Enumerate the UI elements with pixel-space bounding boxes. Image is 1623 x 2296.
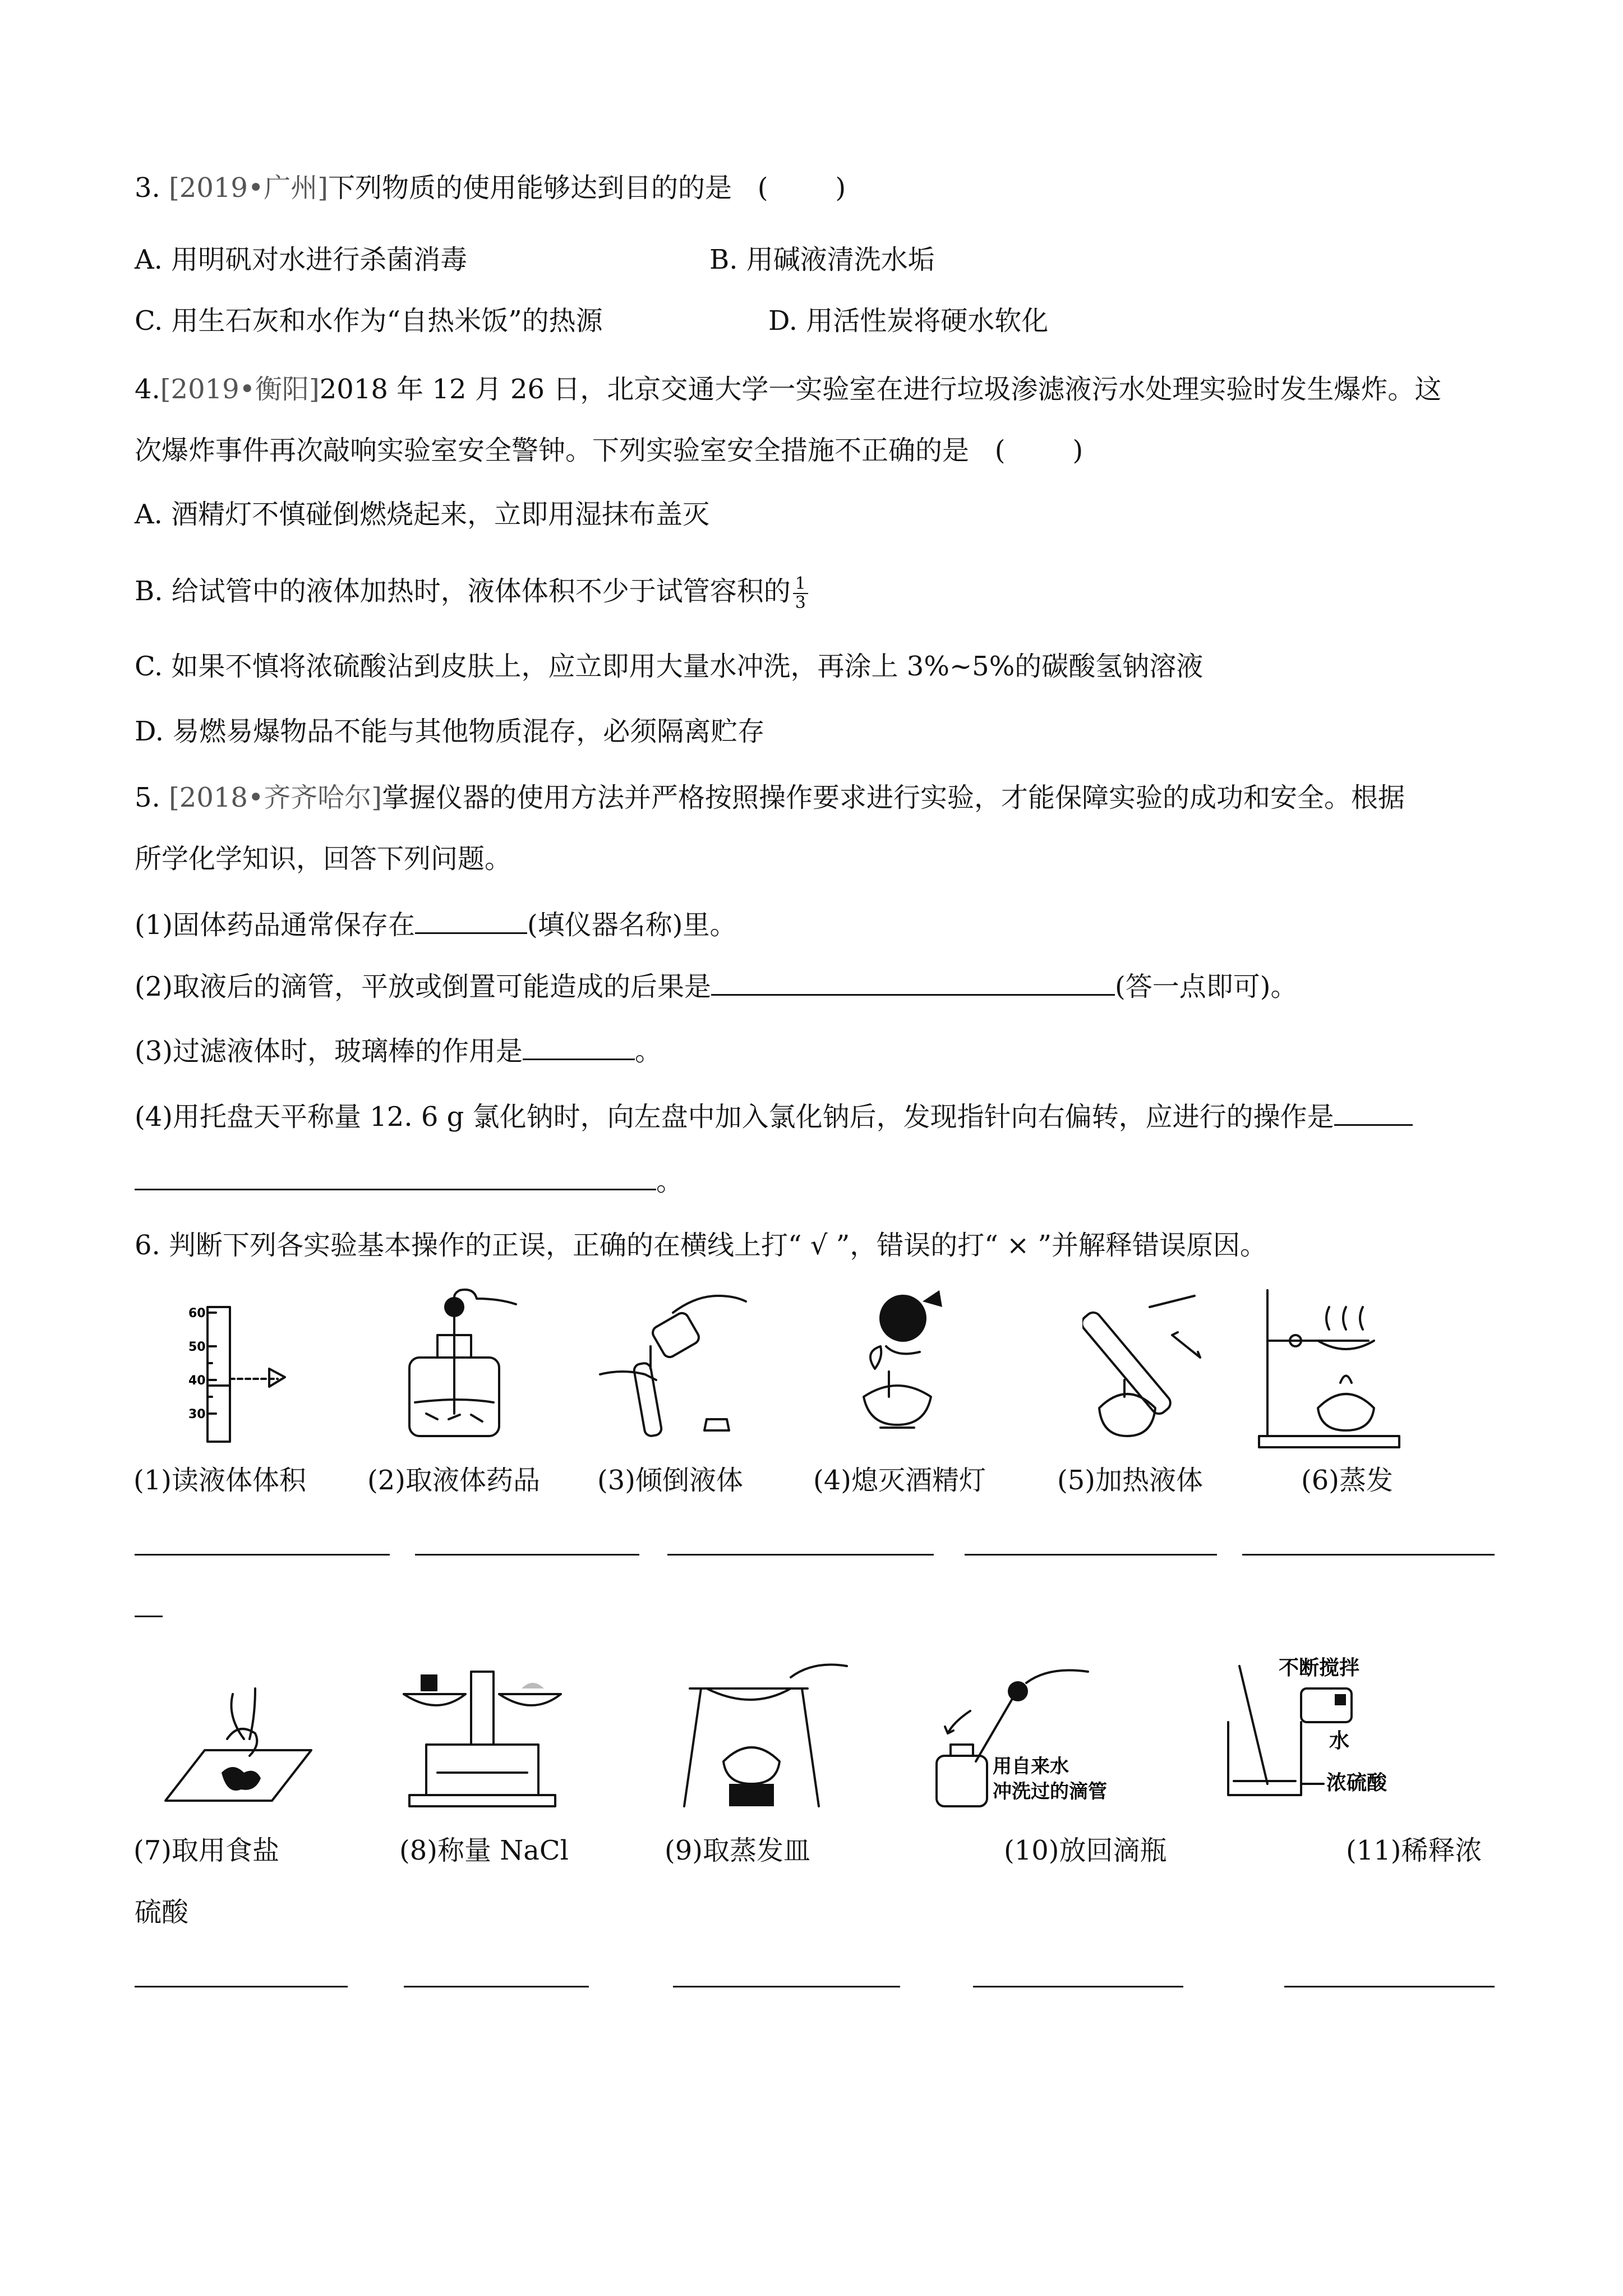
q5-number: 5. — [135, 782, 160, 813]
q3-option-d: D. 用活性炭将硬水软化 — [768, 305, 1049, 337]
q4-stem-line1 — [135, 372, 1441, 406]
q4-option-b — [135, 574, 808, 612]
fig10-label-1: 用自来水 — [993, 1755, 1069, 1778]
q3-option-a: A. 用明矾对水进行杀菌消毒 — [135, 244, 468, 275]
q6-stem: 6. 判断下列各实验基本操作的正误，正确的在横线上打“ √ ”，错误的打“ × ”并解释错误原因。 — [135, 1230, 1267, 1261]
angle-arrow-icon — [1172, 1332, 1200, 1358]
q5-part1-suffix: (填仪器名称)里。 — [527, 909, 737, 941]
answer-line-3[interactable] — [667, 1554, 934, 1556]
q4-answer-paren-close: ) — [1072, 435, 1083, 466]
answer-line-7[interactable] — [135, 1986, 348, 1987]
q4-option-d: D. 易燃易爆物品不能与其他物质混存，必须隔离贮存 — [135, 716, 765, 747]
caption-2: (2)取液体药品 — [367, 1465, 540, 1496]
caption-7: (7)取用食盐 — [133, 1835, 279, 1866]
answer-line-8[interactable] — [404, 1986, 589, 1987]
caption-5: (5)加热液体 — [1057, 1465, 1203, 1496]
figure-blow-lamp — [830, 1285, 970, 1447]
q5-stem-line2: 所学化学知识，回答下列问题。 — [135, 843, 512, 875]
q4-option-c: C. 如果不慎将浓硫酸沾到皮肤上，应立即用大量水冲洗，再涂上 3%~5%的碳酸氢钠溶液 — [135, 651, 1204, 682]
figure-evaporate — [1256, 1285, 1408, 1453]
q3-stem — [135, 171, 846, 205]
q5-part4-text: (4)用托盘天平称量 12. 6 g 氯化钠时，向左盘中加入氯化钠后，发现指针向右偏转，应进行的操作是 — [135, 1101, 1334, 1133]
q4-stem-text2: 次爆炸事件再次敲响实验室安全警钟。下列实验室安全措施不正确的是 — [135, 435, 970, 466]
tick-60: 60 — [188, 1306, 206, 1320]
figure-take-salt — [160, 1683, 317, 1812]
return-arrow-icon — [945, 1711, 970, 1733]
q4-answer-paren-open: ( — [994, 435, 1006, 466]
q5-stem-text1: 掌握仪器的使用方法并严格按照操作要求进行实验，才能保障实验的成功和安全。根据 — [382, 782, 1405, 813]
q5-part4-blank-start[interactable] — [1334, 1099, 1413, 1126]
q3-answer-paren-close: ) — [835, 172, 846, 204]
answer-line-10[interactable] — [973, 1986, 1183, 1987]
cylinder-scale-marks — [208, 1313, 216, 1414]
caption-3: (3)倾倒液体 — [597, 1465, 743, 1496]
fraction-denominator: 3 — [795, 592, 806, 613]
caption-10: (10)放回滴瓶 — [1004, 1835, 1167, 1866]
answer-line-1[interactable] — [135, 1554, 390, 1556]
q3-answer-paren-open: ( — [757, 172, 768, 204]
fig11-label-water: 水 — [1329, 1729, 1350, 1752]
figure-dropper-bottle — [393, 1285, 533, 1447]
figure-balance — [393, 1660, 572, 1812]
figure-read-cylinder — [185, 1301, 308, 1447]
q4-stem-text1: 2018 年 12 月 26 日，北京交通大学一实验室在进行垃圾渗滤液污水处理实验时发生爆炸。这 — [319, 374, 1442, 405]
q5-part2-suffix: (答一点即可)。 — [1115, 971, 1298, 1002]
q5-source: [2018•齐齐哈尔] — [169, 782, 382, 813]
answer-line-4[interactable] — [965, 1554, 1217, 1556]
q5-part2-text: (2)取液后的滴管，平放或倒置可能造成的后果是 — [135, 971, 711, 1002]
caption-1: (1)读液体体积 — [133, 1465, 306, 1496]
q5-part2-blank[interactable] — [711, 969, 1115, 996]
q5-part1-blank[interactable] — [415, 908, 527, 934]
q4-number: 4. — [135, 374, 160, 405]
q5-part4 — [135, 1099, 1413, 1134]
q5-part4-cont — [135, 1164, 683, 1198]
q4-option-b-text: B. 给试管中的液体加热时，液体体积不少于试管容积的 — [135, 576, 791, 607]
q3-number: 3. — [135, 172, 160, 204]
caption-11-wrap: 硫酸 — [135, 1897, 189, 1928]
q5-part2 — [135, 969, 1297, 1004]
q3-stem-text: 下列物质的使用能够达到目的的是 — [328, 172, 732, 204]
q5-part3 — [135, 1034, 662, 1068]
q5-stem-line1 — [135, 781, 1405, 815]
tick-50: 50 — [188, 1340, 206, 1354]
answer-line-5[interactable] — [1242, 1554, 1495, 1556]
q4-option-a: A. 酒精灯不慎碰倒燃烧起来，立即用湿抹布盖灭 — [135, 499, 710, 530]
q3-source: [2019•广州] — [169, 172, 328, 204]
q5-part4-blank[interactable] — [135, 1164, 656, 1190]
figure-heat-liquid — [1082, 1285, 1245, 1447]
q5-part3-blank[interactable] — [523, 1034, 635, 1060]
answer-line-2[interactable] — [415, 1554, 639, 1556]
figure-dilute-acid — [1223, 1649, 1424, 1818]
q5-part1-text: (1)固体药品通常保存在 — [135, 909, 415, 941]
q3-option-b: B. 用碱液清洗水垢 — [709, 244, 935, 275]
fig11-label-stir: 不断搅拌 — [1279, 1657, 1360, 1680]
tick-30: 30 — [188, 1407, 206, 1421]
figure-evaporating-dish — [673, 1655, 852, 1812]
caption-4: (4)熄灭酒精灯 — [813, 1465, 986, 1496]
answer-line-6[interactable] — [135, 1616, 163, 1617]
q5-part3-text: (3)过滤液体时，玻璃棒的作用是 — [135, 1036, 523, 1067]
figure-pour-liquid — [594, 1290, 751, 1442]
q4-option-b-fraction — [793, 575, 808, 612]
q5-part1 — [135, 908, 736, 942]
caption-9: (9)取蒸发皿 — [665, 1835, 810, 1866]
caption-8: (8)称量 NaCl — [399, 1835, 569, 1866]
q5-part4-suffix: 。 — [656, 1166, 684, 1197]
q4-source: [2019•衡阳] — [160, 374, 320, 405]
q5-part3-suffix: 。 — [635, 1036, 662, 1067]
tick-40: 40 — [188, 1374, 206, 1388]
fig10-label-2: 冲洗过的滴管 — [993, 1780, 1107, 1803]
figure-return-dropper — [925, 1660, 1127, 1812]
q4-stem-line2 — [135, 434, 1083, 467]
answer-line-9[interactable] — [673, 1986, 900, 1987]
fraction-numerator: 1 — [793, 575, 808, 594]
answer-line-11[interactable] — [1284, 1986, 1495, 1987]
q3-option-c: C. 用生石灰和水作为“自热米饭”的热源 — [135, 305, 603, 337]
fig11-label-acid: 浓硫酸 — [1326, 1772, 1387, 1795]
caption-11: (11)稀释浓 — [1346, 1835, 1482, 1866]
caption-6: (6)蒸发 — [1301, 1465, 1393, 1496]
